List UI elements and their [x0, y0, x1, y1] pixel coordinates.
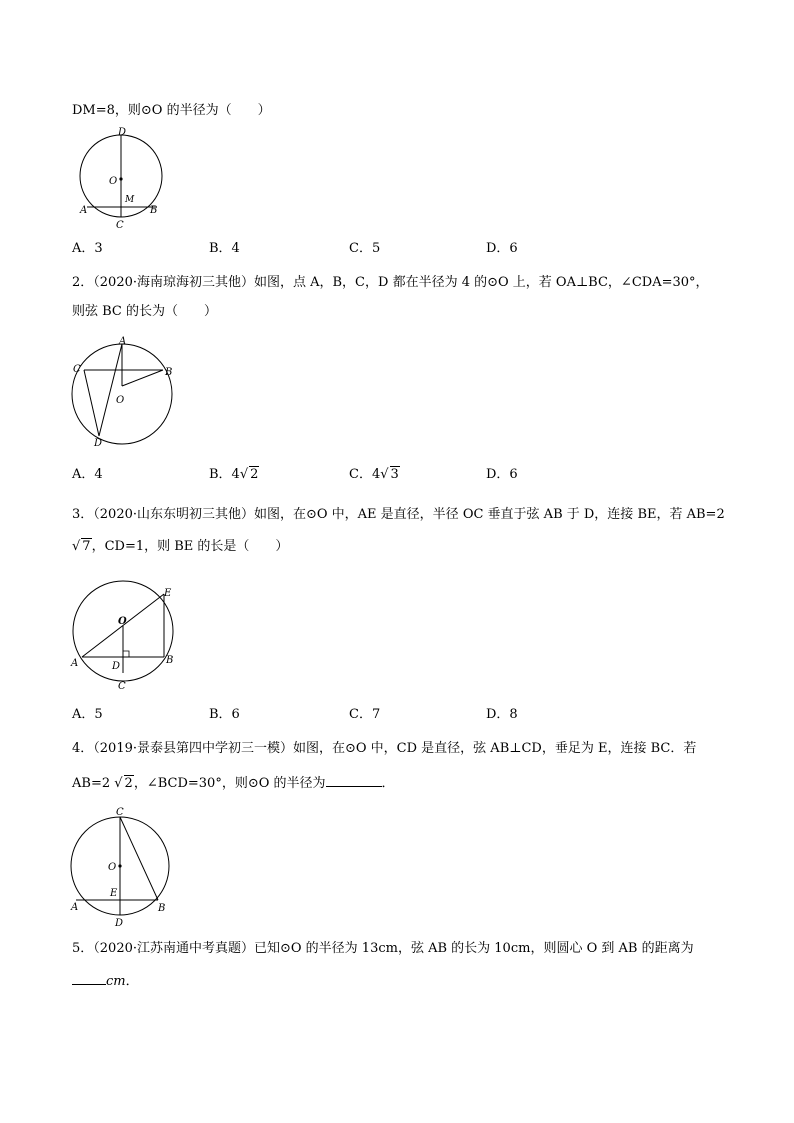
q3-label-d: D: [112, 661, 121, 672]
q3-label-a: A: [71, 658, 79, 669]
q2-stem-line1: 2．（2020·海南琼海初三其他）如图，点 A，B，C，D 都在半径为 4 的⊙O 上，若 OA⊥BC，∠CDA=30°，: [72, 275, 709, 290]
q3-option-a[interactable]: A．5: [72, 707, 103, 722]
q1-option-b[interactable]: B．4: [209, 241, 240, 256]
q3-option-d[interactable]: D．8: [486, 707, 518, 722]
q2-stem-line2: 则弦 BC 的长为（ ）: [72, 304, 218, 319]
q4-stem-line2-end: ．: [381, 776, 395, 791]
q1-figure: [72, 124, 172, 234]
q4-figure: [64, 802, 184, 932]
q4-label-c: C: [116, 807, 124, 818]
q3-label-c: C: [118, 681, 126, 692]
q1-label-c: C: [116, 220, 124, 231]
q2-label-c: C: [73, 364, 81, 375]
q2-option-c-sqrt: √ 3: [380, 467, 399, 482]
q2-option-b-prefix: B．4: [209, 467, 240, 482]
q2-label-b: B: [165, 367, 173, 378]
q2-option-d[interactable]: D．6: [486, 467, 518, 482]
q2-option-b[interactable]: [209, 466, 259, 484]
q5-stem-line1: 5．（2020·江苏南通中考真题）已知⊙O 的半径为 13cm，弦 AB 的长为 10cm，则圆心 O 到 AB 的距离为: [72, 941, 694, 956]
q2-option-a[interactable]: A．4: [72, 467, 103, 482]
q2-label-o: O: [116, 395, 125, 406]
q1-option-a[interactable]: A．3: [72, 241, 103, 256]
q2-option-c[interactable]: [349, 466, 400, 484]
q3-stem-line1: 3．（2020·山东东明初三其他）如图，在⊙O 中，AE 是直径，半径 OC 垂直于弦 AB 于 D，连接 BE，若 AB=2: [72, 507, 725, 522]
q1-label-b: B: [150, 205, 158, 216]
q2-figure: [68, 334, 178, 454]
q2-label-d: D: [94, 438, 103, 449]
q5-stem-line2-end: ．: [125, 974, 139, 989]
q4-answer-blank[interactable]: [326, 786, 382, 787]
q3-stem-line2-rest: ，CD=1，则 BE 的长是（ ）: [91, 539, 289, 554]
q3-label-e: E: [164, 588, 172, 599]
q3-option-c[interactable]: C．7: [349, 707, 381, 722]
q4-stem-line2-prefix: AB=2: [72, 776, 111, 791]
q3-option-b[interactable]: B．6: [209, 707, 240, 722]
q4-label-o: O: [108, 862, 117, 873]
q4-sqrt: √ 2: [114, 776, 133, 791]
q4-label-b: B: [158, 903, 166, 914]
q3-label-b: B: [166, 655, 174, 666]
q4-stem-line2: [72, 775, 395, 793]
q3-label-o: O: [118, 616, 127, 627]
q4-radicand: 2: [124, 776, 133, 791]
q2-option-c-prefix: C．4: [349, 467, 381, 482]
q3-stem-line2: [72, 538, 288, 556]
q4-label-d: D: [115, 918, 124, 929]
q1-label-o: O: [109, 176, 118, 187]
q3-sqrt: √ 7: [72, 539, 91, 554]
q3-radicand: 7: [82, 539, 91, 554]
q1-label-m: M: [125, 195, 135, 205]
q1-option-d[interactable]: D．6: [486, 241, 518, 256]
q5-unit: cm: [106, 974, 126, 989]
q2-option-b-sqrt: √ 2: [239, 467, 259, 482]
q4-stem-line1: 4．（2019·景泰县第四中学初三一模）如图，在⊙O 中，CD 是直径，弦 AB⊥CD，垂足为 E，连接 BC．若: [72, 741, 697, 756]
q5-stem-line2: [72, 973, 139, 991]
q2-label-a: A: [119, 336, 127, 347]
q1-label-a: A: [80, 205, 88, 216]
q4-label-e: E: [110, 888, 118, 899]
q1-label-d: D: [118, 127, 127, 138]
q2-option-b-radicand: 2: [250, 467, 259, 482]
q2-option-c-radicand: 3: [390, 467, 399, 482]
q3-figure: [68, 582, 188, 694]
q1-option-c[interactable]: C．5: [349, 241, 381, 256]
q1-stem-tail: DM=8，则⊙O 的半径为（ ）: [72, 103, 271, 118]
q4-stem-line2-rest: ，∠BCD=30°，则⊙O 的半径为: [133, 776, 326, 791]
q4-label-a: A: [71, 902, 79, 913]
q5-answer-blank[interactable]: [72, 984, 106, 985]
